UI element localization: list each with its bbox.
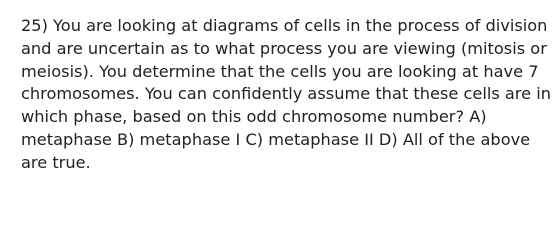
question-line: which phase, based on this odd chromosome number? A) xyxy=(21,107,487,127)
question-line: meiosis). You determine that the cells you are looking at have 7 xyxy=(21,61,539,81)
question-line: and are uncertain as to what process you are viewing (mitosis or xyxy=(21,38,547,58)
question-text xyxy=(21,15,553,175)
question-line: 25) You are looking at diagrams of cells in the process of division xyxy=(21,16,548,35)
question-line: are true. xyxy=(21,152,91,172)
question-line: chromosomes. You can confidently assume that these cells are in xyxy=(21,84,551,104)
question-line: metaphase B) metaphase I C) metaphase II D) All of the above xyxy=(21,129,531,149)
